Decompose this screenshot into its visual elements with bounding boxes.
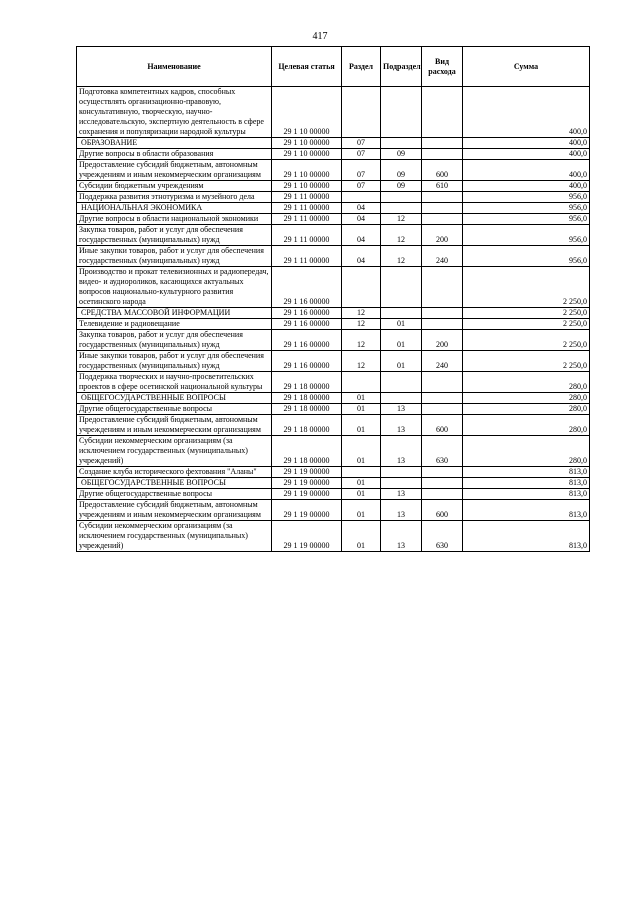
row-sum: 813,0 (463, 478, 590, 489)
row-target: 29 1 10 00000 (272, 87, 342, 138)
row-sum: 2 250,0 (463, 308, 590, 319)
row-expense-type: 600 (422, 160, 463, 181)
header-target: Целевая статья (272, 47, 342, 87)
row-subsection: 09 (381, 181, 422, 192)
row-sum: 956,0 (463, 192, 590, 203)
row-target: 29 1 16 00000 (272, 267, 342, 308)
row-sum: 956,0 (463, 203, 590, 214)
row-expense-type: 630 (422, 436, 463, 467)
row-section: 01 (342, 521, 381, 552)
row-section (342, 87, 381, 138)
row-target: 29 1 18 00000 (272, 372, 342, 393)
table-row (77, 404, 590, 415)
table-row (77, 489, 590, 500)
table-row (77, 192, 590, 203)
row-sum: 956,0 (463, 214, 590, 225)
row-target: 29 1 11 00000 (272, 225, 342, 246)
table-row (77, 521, 590, 552)
row-sum: 956,0 (463, 246, 590, 267)
header-section: Раздел (342, 47, 381, 87)
row-expense-type (422, 203, 463, 214)
row-target: 29 1 11 00000 (272, 246, 342, 267)
row-section (342, 372, 381, 393)
table-row (77, 330, 590, 351)
row-sum: 400,0 (463, 149, 590, 160)
row-section: 01 (342, 489, 381, 500)
row-expense-type (422, 319, 463, 330)
row-subsection: 12 (381, 246, 422, 267)
table-row (77, 478, 590, 489)
row-sum: 2 250,0 (463, 319, 590, 330)
row-target: 29 1 11 00000 (272, 203, 342, 214)
row-section: 01 (342, 393, 381, 404)
row-expense-type: 200 (422, 225, 463, 246)
row-expense-type (422, 214, 463, 225)
row-sum: 280,0 (463, 415, 590, 436)
row-target: 29 1 19 00000 (272, 521, 342, 552)
table-row (77, 467, 590, 478)
table-row (77, 214, 590, 225)
row-section: 07 (342, 149, 381, 160)
row-name: Иные закупки товаров, работ и услуг для обеспечения государственных (муниципальных) нужд (77, 351, 272, 372)
row-section: 01 (342, 500, 381, 521)
row-target: 29 1 18 00000 (272, 415, 342, 436)
row-subsection (381, 393, 422, 404)
row-subsection: 13 (381, 436, 422, 467)
header-subsection: Подраздел (381, 47, 422, 87)
table-row (77, 138, 590, 149)
row-section: 12 (342, 319, 381, 330)
row-expense-type (422, 138, 463, 149)
row-subsection: 09 (381, 149, 422, 160)
row-target: 29 1 16 00000 (272, 351, 342, 372)
row-subsection (381, 308, 422, 319)
table-row (77, 500, 590, 521)
row-subsection (381, 87, 422, 138)
row-section: 07 (342, 181, 381, 192)
row-expense-type: 240 (422, 246, 463, 267)
row-name: Иные закупки товаров, работ и услуг для обеспечения государственных (муниципальных) нужд (77, 246, 272, 267)
row-name: Другие вопросы в области образования (77, 149, 272, 160)
row-section: 01 (342, 404, 381, 415)
row-expense-type (422, 478, 463, 489)
row-sum: 400,0 (463, 87, 590, 138)
row-expense-type (422, 372, 463, 393)
row-target: 29 1 19 00000 (272, 478, 342, 489)
table-row (77, 308, 590, 319)
table-row (77, 87, 590, 138)
row-subsection: 12 (381, 214, 422, 225)
row-name: Субсидии бюджетным учреждениям (77, 181, 272, 192)
row-sum: 280,0 (463, 372, 590, 393)
row-subsection (381, 138, 422, 149)
row-subsection: 01 (381, 330, 422, 351)
row-section: 12 (342, 351, 381, 372)
row-name: Поддержка творческих и научно-просветительских проектов в сфере осетинской национальной культуры (77, 372, 272, 393)
row-sum: 813,0 (463, 500, 590, 521)
row-subsection (381, 467, 422, 478)
row-subsection: 13 (381, 521, 422, 552)
row-sum: 400,0 (463, 160, 590, 181)
row-sum: 400,0 (463, 181, 590, 192)
table-row (77, 393, 590, 404)
table-row (77, 160, 590, 181)
table-header-row (77, 47, 590, 87)
budget-table (76, 46, 590, 552)
row-name: Предоставление субсидий бюджетным, автономным учреждениям и иным некоммерческим организациям (77, 500, 272, 521)
row-target: 29 1 19 00000 (272, 489, 342, 500)
row-sum: 813,0 (463, 521, 590, 552)
row-section: 12 (342, 308, 381, 319)
row-expense-type (422, 404, 463, 415)
table-row (77, 267, 590, 308)
row-name: Поддержка развития этнотуризма и музейного дела (77, 192, 272, 203)
row-target: 29 1 18 00000 (272, 404, 342, 415)
header-name: Наименование (77, 47, 272, 87)
row-expense-type (422, 192, 463, 203)
row-section (342, 192, 381, 203)
row-subsection (381, 192, 422, 203)
table-row (77, 246, 590, 267)
row-section: 01 (342, 415, 381, 436)
row-name: Закупка товаров, работ и услуг для обеспечения государственных (муниципальных) нужд (77, 330, 272, 351)
row-name: ОБЩЕГОСУДАРСТВЕННЫЕ ВОПРОСЫ (77, 478, 272, 489)
table-row (77, 225, 590, 246)
table-row (77, 415, 590, 436)
row-subsection: 13 (381, 489, 422, 500)
row-section (342, 267, 381, 308)
row-name: Закупка товаров, работ и услуг для обеспечения государственных (муниципальных) нужд (77, 225, 272, 246)
row-sum: 813,0 (463, 467, 590, 478)
row-section: 07 (342, 138, 381, 149)
row-expense-type (422, 467, 463, 478)
row-name: ОБЩЕГОСУДАРСТВЕННЫЕ ВОПРОСЫ (77, 393, 272, 404)
row-name: Субсидии некоммерческим организациям (за исключением государственных (муниципальных) учреждений) (77, 436, 272, 467)
row-sum: 813,0 (463, 489, 590, 500)
row-section: 04 (342, 214, 381, 225)
row-subsection: 01 (381, 319, 422, 330)
row-expense-type (422, 308, 463, 319)
row-section: 04 (342, 225, 381, 246)
row-sum: 2 250,0 (463, 267, 590, 308)
row-expense-type (422, 267, 463, 308)
table-body (77, 87, 590, 552)
row-expense-type (422, 393, 463, 404)
row-target: 29 1 16 00000 (272, 330, 342, 351)
row-sum: 280,0 (463, 436, 590, 467)
row-name: Телевидение и радиовещание (77, 319, 272, 330)
row-name: Другие вопросы в области национальной экономики (77, 214, 272, 225)
row-expense-type (422, 489, 463, 500)
row-subsection (381, 203, 422, 214)
row-section: 01 (342, 436, 381, 467)
row-target: 29 1 18 00000 (272, 393, 342, 404)
table-row (77, 149, 590, 160)
row-expense-type: 200 (422, 330, 463, 351)
header-expense-type: Вид расхода (422, 47, 463, 87)
row-name: НАЦИОНАЛЬНАЯ ЭКОНОМИКА (77, 203, 272, 214)
row-name: Субсидии некоммерческим организациям (за исключением государственных (муниципальных) учреждений) (77, 521, 272, 552)
row-section (342, 467, 381, 478)
row-sum: 400,0 (463, 138, 590, 149)
row-subsection: 01 (381, 351, 422, 372)
row-target: 29 1 19 00000 (272, 467, 342, 478)
row-name: Подготовка компетентных кадров, способных осуществлять организационно-правовую, консультативную, творческую, научно-исследовательскую, экспертную деятельность в сфере сохранения и популяризации народной культуры (77, 87, 272, 138)
table-row (77, 372, 590, 393)
row-sum: 2 250,0 (463, 330, 590, 351)
row-subsection: 09 (381, 160, 422, 181)
row-sum: 280,0 (463, 393, 590, 404)
row-section: 12 (342, 330, 381, 351)
row-target: 29 1 16 00000 (272, 319, 342, 330)
page-number: 417 (312, 31, 328, 42)
row-subsection: 13 (381, 415, 422, 436)
row-name: Производство и прокат телевизионных и радиопередач, видео- и аудиороликов, касающихся актуальных вопросов национально-культурного развития осетинского народа (77, 267, 272, 308)
table-row (77, 351, 590, 372)
row-subsection: 13 (381, 404, 422, 415)
row-target: 29 1 19 00000 (272, 500, 342, 521)
table-row (77, 436, 590, 467)
table-row (77, 319, 590, 330)
row-section: 04 (342, 203, 381, 214)
row-target: 29 1 10 00000 (272, 160, 342, 181)
row-name: СРЕДСТВА МАССОВОЙ ИНФОРМАЦИИ (77, 308, 272, 319)
row-name: Предоставление субсидий бюджетным, автономным учреждениям и иным некоммерческим организациям (77, 160, 272, 181)
row-section: 04 (342, 246, 381, 267)
row-target: 29 1 11 00000 (272, 192, 342, 203)
header-sum: Сумма (463, 47, 590, 87)
row-expense-type: 600 (422, 415, 463, 436)
row-sum: 280,0 (463, 404, 590, 415)
row-expense-type: 630 (422, 521, 463, 552)
row-expense-type (422, 149, 463, 160)
row-target: 29 1 10 00000 (272, 149, 342, 160)
row-section: 07 (342, 160, 381, 181)
table-row (77, 181, 590, 192)
row-expense-type (422, 87, 463, 138)
row-section: 01 (342, 478, 381, 489)
row-sum: 2 250,0 (463, 351, 590, 372)
row-expense-type: 610 (422, 181, 463, 192)
row-subsection (381, 267, 422, 308)
row-subsection: 13 (381, 500, 422, 521)
row-name: Создание клуба исторического фехтования "Аланы" (77, 467, 272, 478)
row-target: 29 1 18 00000 (272, 436, 342, 467)
row-expense-type: 600 (422, 500, 463, 521)
row-target: 29 1 11 00000 (272, 214, 342, 225)
row-target: 29 1 16 00000 (272, 308, 342, 319)
row-target: 29 1 10 00000 (272, 138, 342, 149)
row-name: Предоставление субсидий бюджетным, автономным учреждениям и иным некоммерческим организациям (77, 415, 272, 436)
row-sum: 956,0 (463, 225, 590, 246)
row-subsection: 12 (381, 225, 422, 246)
row-name: ОБРАЗОВАНИЕ (77, 138, 272, 149)
row-subsection (381, 478, 422, 489)
table-row (77, 203, 590, 214)
row-expense-type: 240 (422, 351, 463, 372)
row-target: 29 1 10 00000 (272, 181, 342, 192)
row-name: Другие общегосударственные вопросы (77, 489, 272, 500)
row-name: Другие общегосударственные вопросы (77, 404, 272, 415)
row-subsection (381, 372, 422, 393)
